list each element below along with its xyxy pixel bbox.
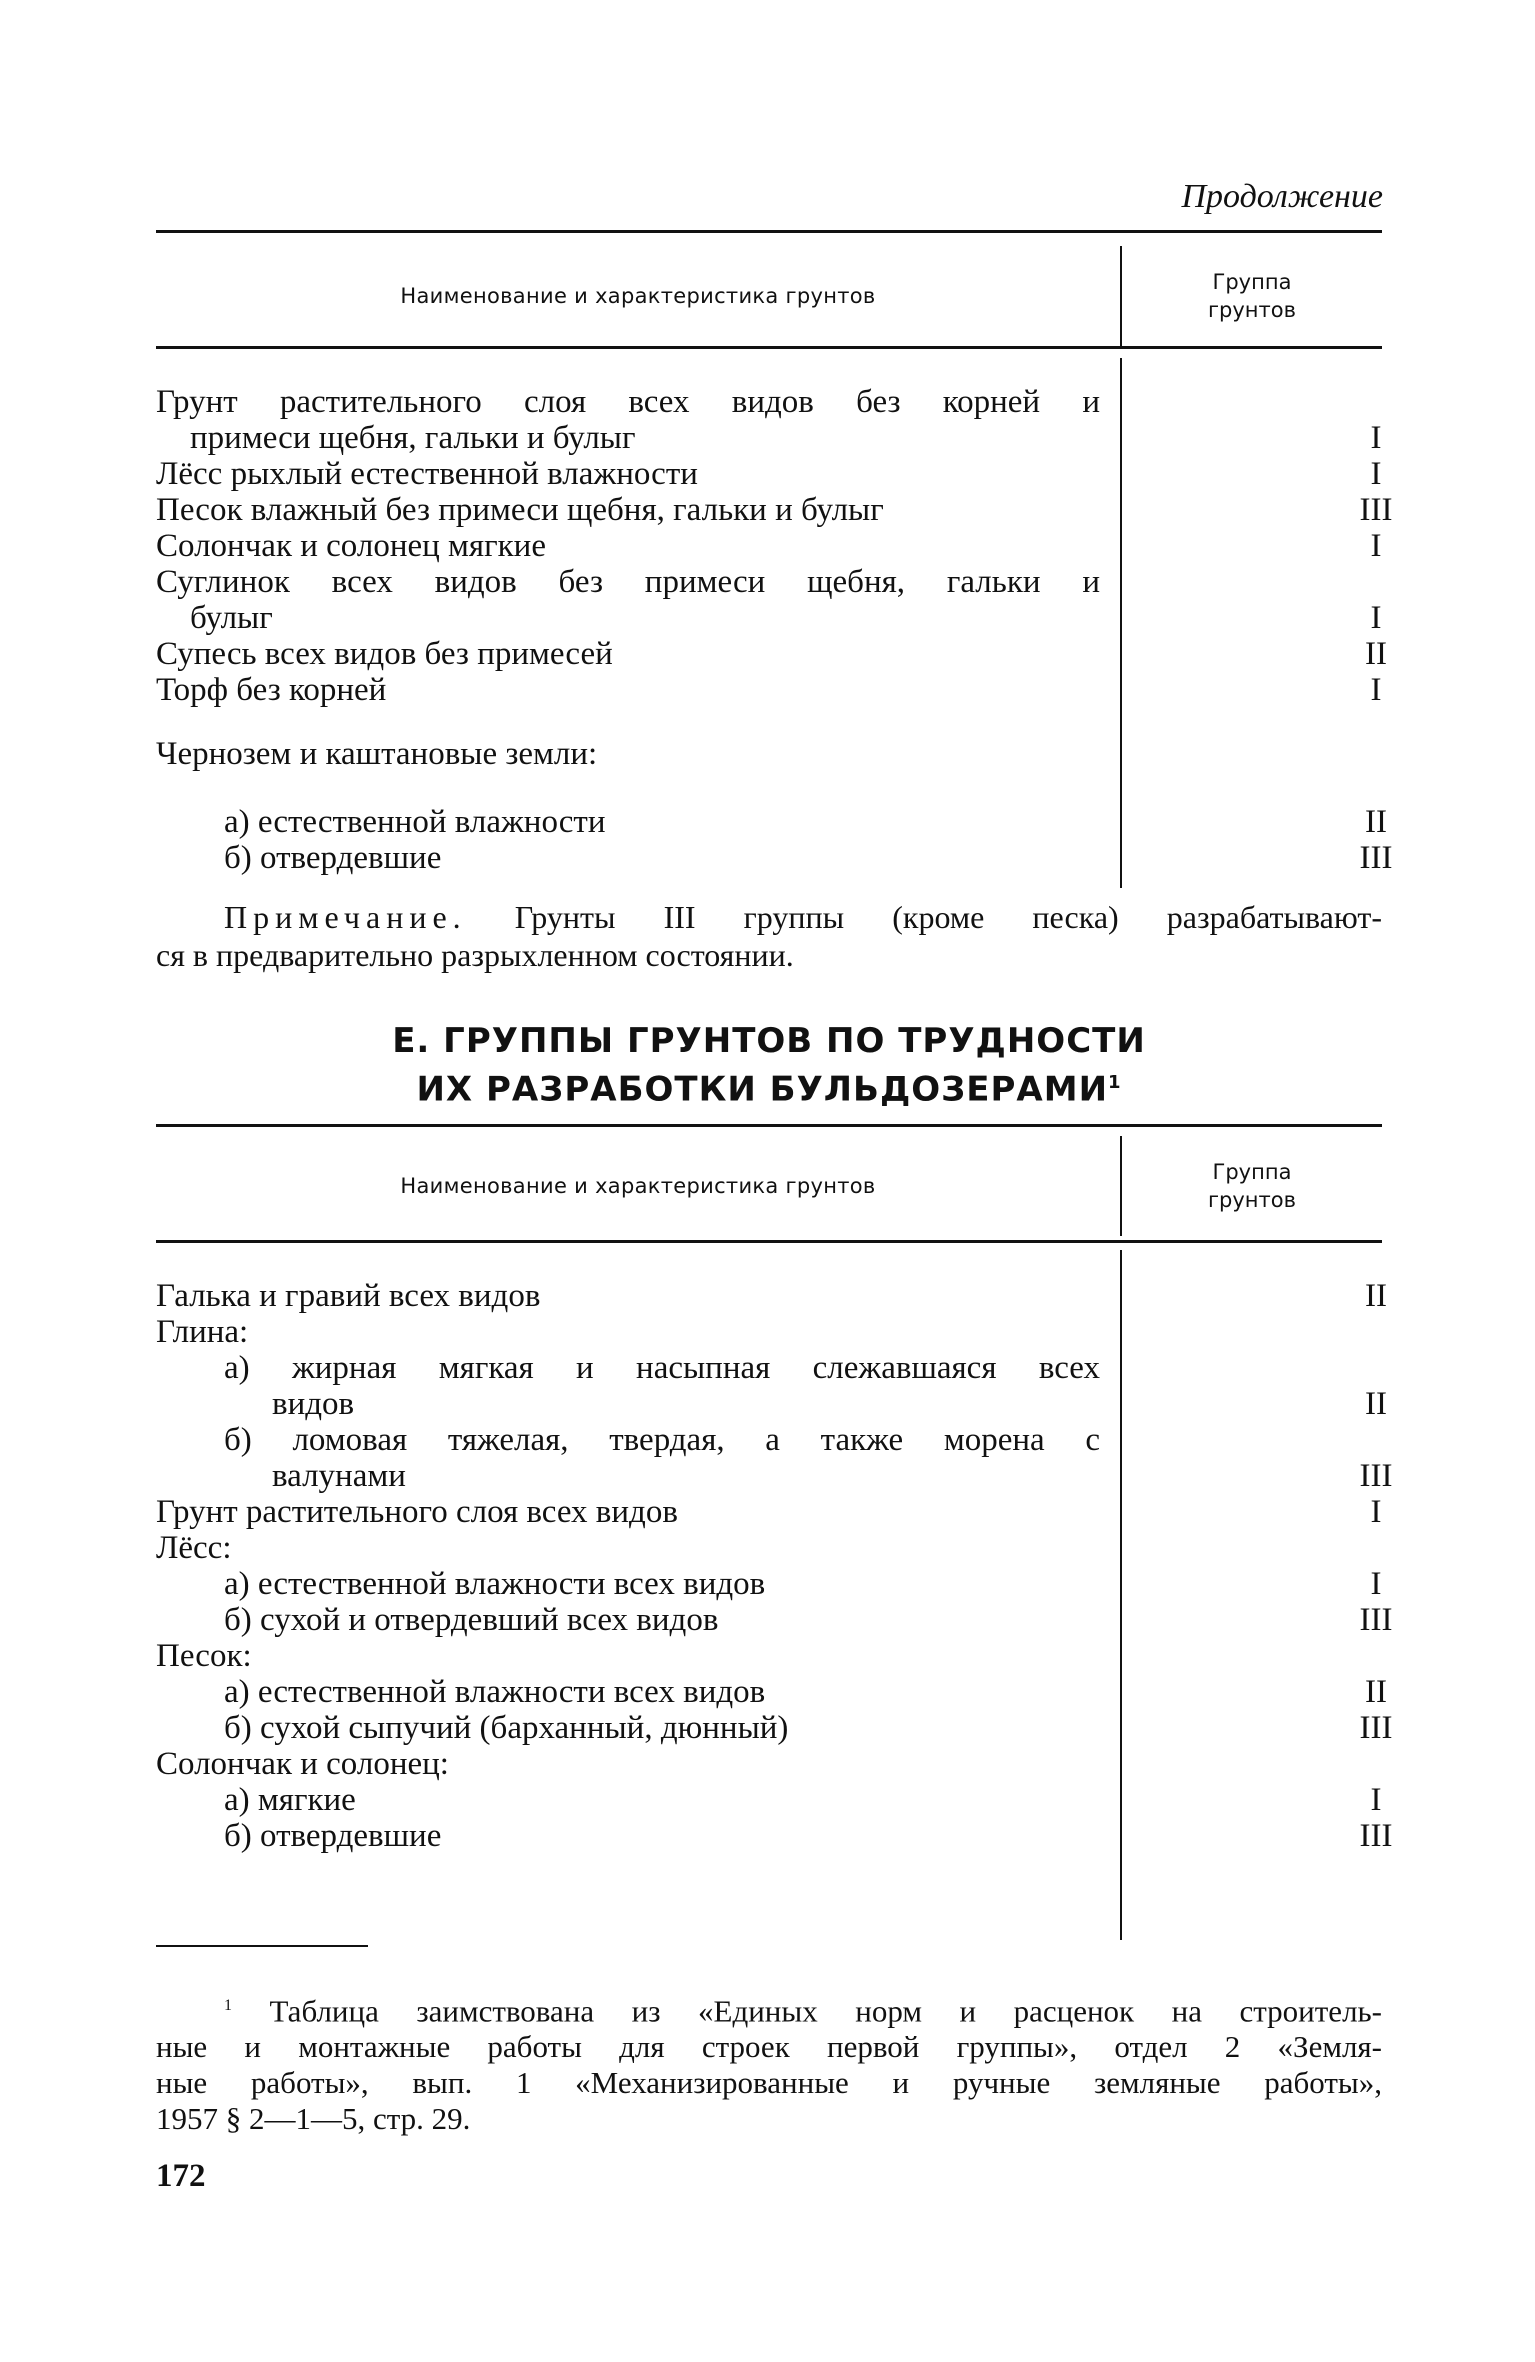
table2-header-divider: [1120, 1136, 1122, 1236]
table1-top-rule: [156, 230, 1382, 233]
table-row: Грунт растительного слоя всех видов без корней и: [156, 384, 1100, 420]
table1-body: [156, 384, 1393, 876]
section-title: Е. ГРУППЫ ГРУНТОВ ПО ТРУДНОСТИ ИХ РАЗРАБОТКИ БУЛЬДОЗЕРАМИ$^1$: [392, 1021, 1146, 1110]
table-row: б) отвердевшие . . . III: [156, 1818, 1382, 1854]
table-row: Галька и гравий всех видов . . . II: [156, 1278, 1382, 1314]
table1-header-rule: [156, 346, 1382, 349]
note-text: Грунты III группы (кроме песка) разрабатывают-: [514, 899, 1383, 935]
table-row: валунами . . . III: [156, 1458, 1382, 1494]
table2-header-name: Наименование и характеристика грунтов: [400, 1174, 876, 1198]
table-row: б) сухой и отвердевший всех видов . . . III: [156, 1602, 1382, 1638]
note-head: Примечание.: [224, 899, 467, 935]
table-row: Солончак и солонец:: [156, 1746, 449, 1782]
table2-header-rule: [156, 1240, 1382, 1243]
footnote-ref: 1: [1108, 1072, 1122, 1093]
table2-header: [156, 1136, 1382, 1236]
table-row: Песок влажный без примеси щебня, гальки и булыг . . . III: [156, 492, 1382, 528]
table-row: б) отвердевшие . . . III: [156, 840, 1382, 876]
page-number: 172: [156, 2158, 206, 2194]
table-row: Песок:: [156, 1638, 252, 1674]
table-row: а) мягкие . . . I: [156, 1782, 1382, 1818]
table-row: Торф без корней . . . I: [156, 672, 1382, 708]
table1-header: [156, 246, 1382, 346]
table2-header-group: Группа грунтов: [1208, 1160, 1296, 1212]
footnote-rule: [156, 1945, 368, 1947]
table-row: булыг . . . I: [156, 600, 1382, 636]
table-row: а) естественной влажности . . . II: [156, 804, 1382, 840]
table-row: видов . . . II: [156, 1386, 1382, 1422]
table1-header-name: Наименование и характеристика грунтов: [400, 284, 876, 308]
continuation-label: Продолжение: [1181, 178, 1383, 215]
table-row: Суглинок всех видов без примеси щебня, гальки и: [156, 564, 1100, 600]
footnote-mark: 1: [224, 1997, 232, 2014]
table-row: Лёсс:: [156, 1530, 232, 1566]
table-row: Солончак и солонец мягкие . . . I: [156, 528, 1382, 564]
table-row: а) жирная мягкая и насыпная слежавшаяся всех: [224, 1350, 1100, 1386]
table1-header-group: Группа грунтов: [1208, 270, 1296, 322]
table2-top-rule: [156, 1124, 1382, 1127]
table-row: б) сухой сыпучий (барханный, дюнный) . . . III: [156, 1710, 1382, 1746]
table-row: Супесь всех видов без примесей . . . II: [156, 636, 1382, 672]
table-row: а) естественной влажности всех видов . . . II: [156, 1674, 1382, 1710]
table1-note: [156, 898, 1382, 974]
table-row: Лёсс рыхлый естественной влажности . . . I: [156, 456, 1382, 492]
table1-header-divider: [1120, 246, 1122, 346]
table-row: б) ломовая тяжелая, твердая, а также морена с: [224, 1422, 1100, 1458]
table-row: Чернозем и каштановые земли:: [156, 736, 598, 772]
note-text-cont: ся в предварительно разрыхленном состоянии.: [156, 937, 794, 973]
table-row: Глина:: [156, 1314, 249, 1350]
table-row: а) естественной влажности всех видов . . . I: [156, 1566, 1382, 1602]
table2-body: [156, 1278, 1393, 1854]
table-row: примеси щебня, гальки и булыг . . . I: [156, 420, 1382, 456]
footnote: $^1$ Таблица заимствована из «Единых норм и расценок на строитель- ные и монтажные работы для строек первой группы», отдел 2 «Земля- ные работы», вып. 1 «Механизированные и ручные земляные работы», 1957 § 2—1—5, стр. 29.: [156, 1993, 1382, 2137]
table-row: Грунт растительного слоя всех видов . . . I: [156, 1494, 1382, 1530]
